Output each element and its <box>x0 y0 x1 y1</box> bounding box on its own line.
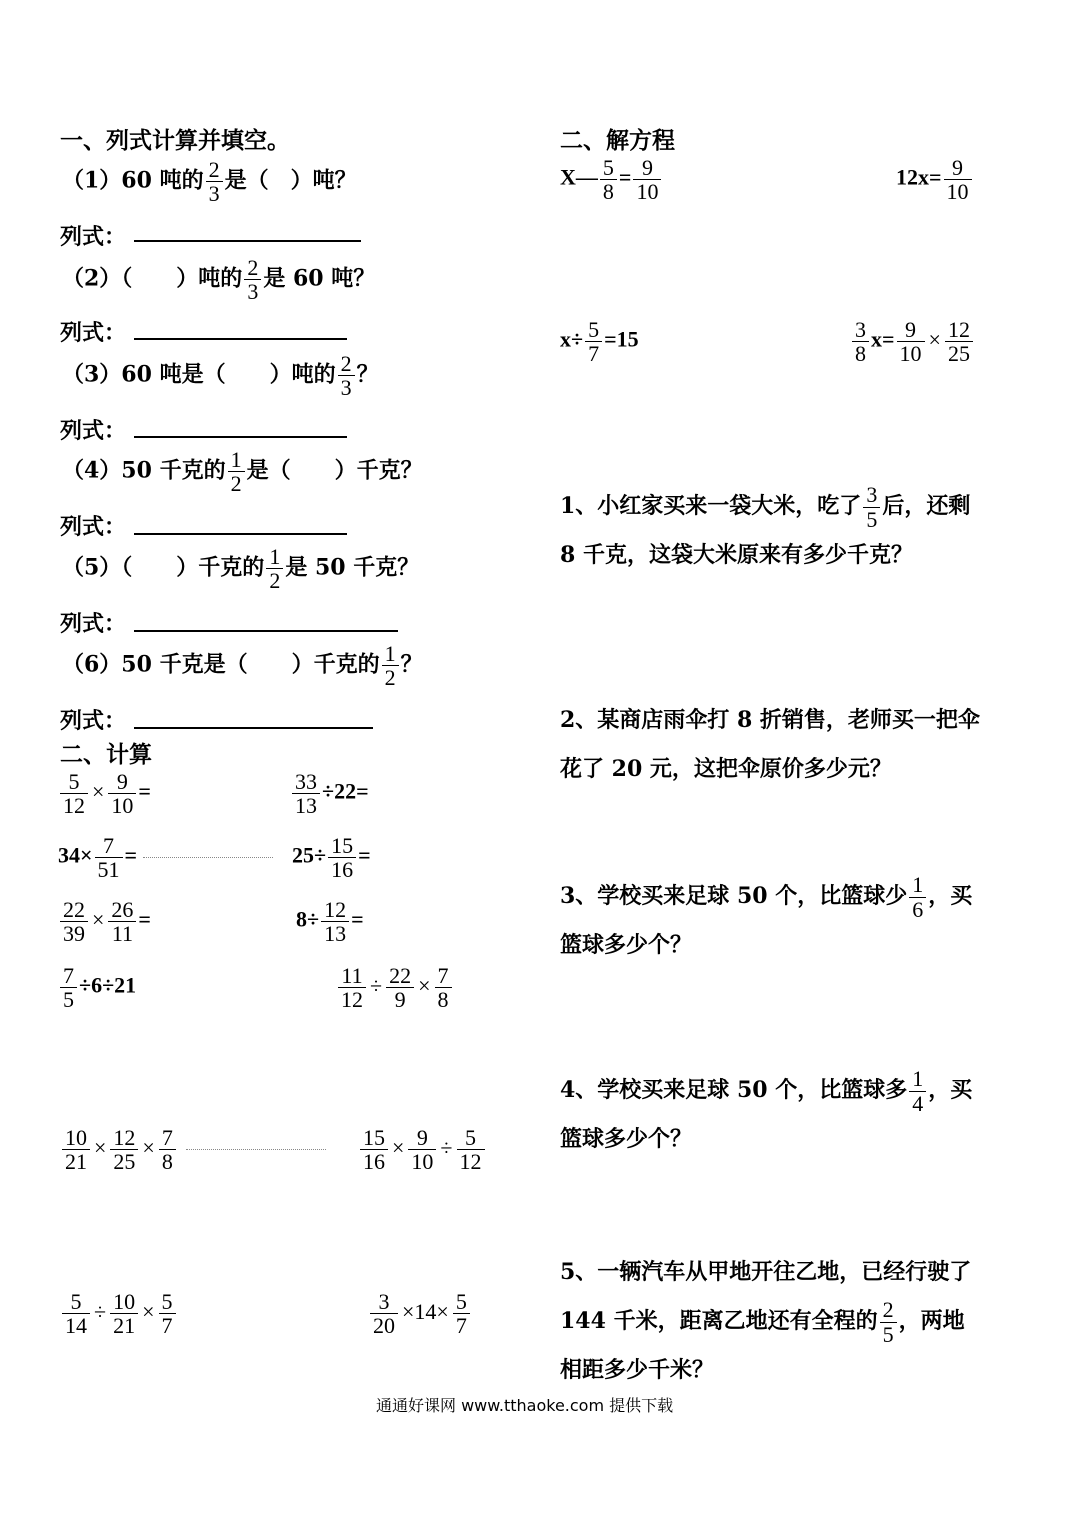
fraction: $\frac{1}{2}$ <box>228 448 245 495</box>
section2-calc-title: 二、计算 <box>60 741 152 768</box>
calc-expr-2: $\frac{33}{13}$ ÷22= <box>290 770 369 817</box>
calc-expr-12: $\frac{3}{20}$ ×14× $\frac{5}{7}$ <box>368 1290 472 1337</box>
dotted-leader <box>186 1149 326 1150</box>
calc-expr-7: $\frac{7}{5}$ ÷6÷21 <box>58 964 136 1011</box>
fraction: $\frac{3}{5}$ <box>863 483 880 530</box>
word-problem-1: 1、小红家买来一袋大米，吃了 $\frac{3}{5}$ 后，还剩 8 千克，这袋大米原来有多少千克？ <box>560 482 971 568</box>
calc-expr-1: $\frac{5}{12}$ × $\frac{9}{10}$ = <box>58 770 151 817</box>
answer-line[interactable] <box>134 338 347 340</box>
calc-expr-5: $\frac{22}{39}$ × $\frac{26}{11}$ = <box>58 898 151 945</box>
fraction: $\frac{1}{4}$ <box>909 1067 926 1114</box>
word-problem-2: 2、某商店雨伞打 8 折销售，老师买一把伞 花了 20 元，这把伞原价多少元？ <box>560 707 980 782</box>
footer-text: 通通好课网 www.tthaoke.com 提供下载 <box>376 1396 674 1415</box>
question-4: （4）50 千克的 $\frac{1}{2}$ 是（ ）千克？ <box>62 447 423 497</box>
question-3: （3）60 吨是（ ）吨的 $\frac{2}{3}$ ？ <box>62 351 379 401</box>
question-5: （5）（ ）千克的 $\frac{1}{2}$ 是 50 千克？ <box>62 544 420 594</box>
list-label: 列式： <box>60 514 127 540</box>
calc-expr-8: $\frac{11}{12}$ ÷ $\frac{22}{9}$ × $\frac{7}{8}$ <box>336 964 454 1011</box>
calc-expr-10: $\frac{15}{16}$ × $\frac{9}{10}$ ÷ $\frac{5}{12}$ <box>358 1126 487 1173</box>
calc-expr-9: $\frac{10}{21}$ × $\frac{12}{25}$ × $\frac{7}{8}$ <box>60 1126 326 1173</box>
list-label: 列式： <box>60 224 127 250</box>
equation-3: x÷ $\frac{5}{7}$ =15 <box>560 317 639 367</box>
calc-expr-4: 25÷ $\frac{15}{16}$ = <box>292 833 371 883</box>
fraction: $\frac{1}{6}$ <box>909 873 926 920</box>
answer-line[interactable] <box>134 240 361 242</box>
equation-4: $\frac{3}{8}$ x= $\frac{9}{10}$ × $\frac{12}{25}$ <box>850 318 975 365</box>
calc-expr-11: $\frac{5}{14}$ ÷ $\frac{10}{21}$ × $\frac{5}{7}$ <box>60 1290 178 1337</box>
question-2: （2）（ ）吨的 $\frac{2}{3}$ 是 60 吨？ <box>62 255 376 305</box>
answer-line[interactable] <box>134 630 398 632</box>
question-1: （1）60 吨的 $\frac{2}{3}$ 是（ ）吨？ <box>62 157 357 207</box>
section1-title: 一、列式计算并填空。 <box>60 127 290 154</box>
fraction: $\frac{2}{3}$ <box>206 158 223 205</box>
section2-eq-title: 二、解方程 <box>560 127 675 154</box>
answer-line[interactable] <box>134 727 373 729</box>
list-label: 列式： <box>60 320 127 346</box>
calc-expr-6: 8÷ $\frac{12}{13}$ = <box>296 897 364 947</box>
list-label: 列式： <box>60 708 127 734</box>
fraction: $\frac{2}{5}$ <box>880 1298 897 1345</box>
question-6: （6）50 千克是（ ）千克的 $\frac{1}{2}$ ？ <box>62 641 423 691</box>
word-problem-3: 3、学校买来足球 50 个，比篮球少 $\frac{1}{6}$ ，买 篮球多少个？ <box>560 872 973 958</box>
fraction: $\frac{2}{3}$ <box>244 256 261 303</box>
list-label: 列式： <box>60 418 127 444</box>
fraction: $\frac{1}{2}$ <box>382 642 399 689</box>
calc-expr-3: 34× $\frac{7}{51}$ = <box>58 834 273 881</box>
word-problem-4: 4、学校买来足球 50 个，比篮球多 $\frac{1}{4}$ ，买 篮球多少个？ <box>560 1066 973 1152</box>
equation-2: 12x= $\frac{9}{10}$ <box>896 156 974 203</box>
dotted-leader <box>143 857 273 858</box>
fraction: $\frac{2}{3}$ <box>338 352 355 399</box>
answer-line[interactable] <box>134 436 347 438</box>
answer-line[interactable] <box>134 533 347 535</box>
fraction: $\frac{1}{2}$ <box>266 545 283 592</box>
equation-1: X— $\frac{5}{8}$ = $\frac{9}{10}$ <box>560 156 663 203</box>
list-label: 列式： <box>60 611 127 637</box>
word-problem-5: 5、一辆汽车从甲地开往乙地，已经行驶了 144 千米，距离乙地还有全程的 $\frac{2}{5}$ ，两地 相距多少千米？ <box>560 1259 972 1383</box>
